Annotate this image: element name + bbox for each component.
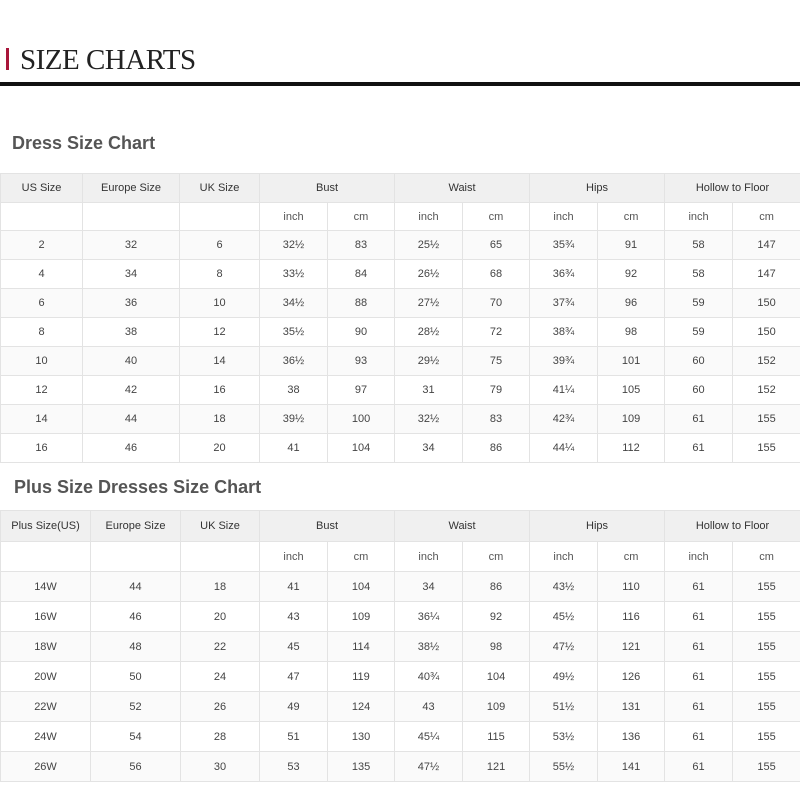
table-cell: 22W [1, 692, 91, 722]
table-cell: 150 [733, 289, 800, 318]
table-cell: 47 [260, 662, 328, 692]
table-cell: 48 [91, 632, 181, 662]
unit-cell: cm [733, 203, 800, 231]
table-cell: 38¾ [530, 318, 598, 347]
table-cell: 100 [328, 405, 395, 434]
accent-bar [6, 48, 9, 70]
table-cell: 2 [1, 231, 83, 260]
table-cell: 14W [1, 572, 91, 602]
unit-cell: inch [665, 542, 733, 572]
table-cell: 16 [180, 376, 260, 405]
table-cell: 155 [733, 602, 800, 632]
table-cell: 14 [180, 347, 260, 376]
table-cell: 29½ [395, 347, 463, 376]
table-cell: 16 [1, 434, 83, 463]
table-cell: 60 [665, 376, 733, 405]
table-cell: 135 [328, 752, 395, 782]
table-cell: 38½ [395, 632, 463, 662]
table-cell: 25½ [395, 231, 463, 260]
table-cell: 121 [598, 632, 665, 662]
table-cell: 152 [733, 376, 800, 405]
table-cell: 61 [665, 722, 733, 752]
table-cell: 104 [328, 434, 395, 463]
table-cell: 36½ [260, 347, 328, 376]
table-cell: 10 [1, 347, 83, 376]
table-cell: 32 [83, 231, 180, 260]
table-cell: 116 [598, 602, 665, 632]
unit-row [1, 203, 800, 231]
table-row [1, 602, 800, 632]
table-cell: 61 [665, 662, 733, 692]
table-row [1, 722, 800, 752]
table-cell: 155 [733, 434, 800, 463]
table-row [1, 662, 800, 692]
table-row [1, 692, 800, 722]
table-cell: 41 [260, 434, 328, 463]
table-cell: 130 [328, 722, 395, 752]
table-cell: 109 [463, 692, 530, 722]
table-cell: 6 [1, 289, 83, 318]
table-cell: 41¼ [530, 376, 598, 405]
unit-cell: cm [733, 542, 800, 572]
table-cell: 26 [181, 692, 260, 722]
table-cell: 39½ [260, 405, 328, 434]
unit-cell: inch [395, 542, 463, 572]
table-cell: 38 [83, 318, 180, 347]
table-cell: 38 [260, 376, 328, 405]
table-cell: 22 [181, 632, 260, 662]
table-cell: 104 [463, 662, 530, 692]
table-cell: 141 [598, 752, 665, 782]
table-cell: 61 [665, 405, 733, 434]
table-cell: 43 [395, 692, 463, 722]
table-cell: 91 [598, 231, 665, 260]
empty-cell [181, 542, 260, 572]
table-cell: 104 [328, 572, 395, 602]
table-cell: 75 [463, 347, 530, 376]
table-row [1, 347, 800, 376]
table-cell: 110 [598, 572, 665, 602]
table-cell: 35½ [260, 318, 328, 347]
table-cell: 49½ [530, 662, 598, 692]
unit-cell: inch [260, 203, 328, 231]
column-header: Waist [395, 511, 530, 542]
column-header: UK Size [181, 511, 260, 542]
table-cell: 112 [598, 434, 665, 463]
table-cell: 105 [598, 376, 665, 405]
table-cell: 34 [395, 572, 463, 602]
table-cell: 36¾ [530, 260, 598, 289]
unit-cell: cm [598, 203, 665, 231]
table-cell: 4 [1, 260, 83, 289]
column-header: Waist [395, 174, 530, 203]
table-cell: 32½ [395, 405, 463, 434]
table-cell: 44 [83, 405, 180, 434]
table-cell: 136 [598, 722, 665, 752]
table-cell: 41 [260, 572, 328, 602]
table-cell: 155 [733, 572, 800, 602]
table-row [1, 632, 800, 662]
empty-cell [180, 203, 260, 231]
table-cell: 68 [463, 260, 530, 289]
column-header: Plus Size(US) [1, 511, 91, 542]
table-cell: 45½ [530, 602, 598, 632]
empty-cell [83, 203, 180, 231]
table-cell: 147 [733, 231, 800, 260]
table-row [1, 231, 800, 260]
table-cell: 50 [91, 662, 181, 692]
table-cell: 61 [665, 752, 733, 782]
unit-cell: cm [463, 203, 530, 231]
table-cell: 61 [665, 572, 733, 602]
table-cell: 56 [91, 752, 181, 782]
table-cell: 58 [665, 260, 733, 289]
table-cell: 26½ [395, 260, 463, 289]
table-cell: 96 [598, 289, 665, 318]
table-cell: 34 [83, 260, 180, 289]
table-cell: 60 [665, 347, 733, 376]
empty-cell [1, 542, 91, 572]
table-cell: 53½ [530, 722, 598, 752]
table-cell: 90 [328, 318, 395, 347]
table-cell: 65 [463, 231, 530, 260]
table-cell: 97 [328, 376, 395, 405]
empty-cell [91, 542, 181, 572]
column-header: UK Size [180, 174, 260, 203]
unit-cell: cm [598, 542, 665, 572]
table-cell: 45 [260, 632, 328, 662]
header-divider [0, 82, 800, 86]
table-cell: 72 [463, 318, 530, 347]
table-cell: 20 [181, 602, 260, 632]
table-cell: 10 [180, 289, 260, 318]
table-cell: 83 [463, 405, 530, 434]
plus-size-table [0, 510, 800, 782]
table-cell: 61 [665, 692, 733, 722]
table-cell: 155 [733, 752, 800, 782]
table-cell: 34 [395, 434, 463, 463]
table-cell: 109 [598, 405, 665, 434]
dress-size-table [0, 173, 800, 463]
table-cell: 39¾ [530, 347, 598, 376]
table-cell: 8 [1, 318, 83, 347]
table-cell: 26W [1, 752, 91, 782]
table-cell: 114 [328, 632, 395, 662]
table-cell: 47½ [395, 752, 463, 782]
table-cell: 34½ [260, 289, 328, 318]
column-header: Hips [530, 511, 665, 542]
header-row [1, 174, 800, 203]
table-cell: 18 [181, 572, 260, 602]
unit-cell: cm [463, 542, 530, 572]
table-cell: 31 [395, 376, 463, 405]
table-cell: 45¼ [395, 722, 463, 752]
table-cell: 36¼ [395, 602, 463, 632]
table-cell: 46 [83, 434, 180, 463]
table-cell: 155 [733, 632, 800, 662]
table-cell: 52 [91, 692, 181, 722]
table-cell: 98 [463, 632, 530, 662]
column-header: Europe Size [91, 511, 181, 542]
page-title: SIZE CHARTS [20, 44, 196, 76]
table-cell: 61 [665, 434, 733, 463]
table-cell: 12 [1, 376, 83, 405]
table-cell: 40 [83, 347, 180, 376]
table-cell: 27½ [395, 289, 463, 318]
table-cell: 14 [1, 405, 83, 434]
table-cell: 109 [328, 602, 395, 632]
table-cell: 6 [180, 231, 260, 260]
table-cell: 121 [463, 752, 530, 782]
table-cell: 49 [260, 692, 328, 722]
table-cell: 126 [598, 662, 665, 692]
table-cell: 51 [260, 722, 328, 752]
table-cell: 84 [328, 260, 395, 289]
table-cell: 101 [598, 347, 665, 376]
column-header: US Size [1, 174, 83, 203]
table-row [1, 572, 800, 602]
table-cell: 155 [733, 662, 800, 692]
table-cell: 61 [665, 632, 733, 662]
unit-cell: inch [665, 203, 733, 231]
table-cell: 42 [83, 376, 180, 405]
table-row [1, 318, 800, 347]
table-cell: 46 [91, 602, 181, 632]
column-header: Hollow to Floor [665, 174, 800, 203]
table-cell: 83 [328, 231, 395, 260]
table-cell: 54 [91, 722, 181, 752]
table-cell: 44¼ [530, 434, 598, 463]
column-header: Hips [530, 174, 665, 203]
table-cell: 92 [463, 602, 530, 632]
table-cell: 86 [463, 434, 530, 463]
plus-chart-title: Plus Size Dresses Size Chart [14, 477, 262, 497]
table-cell: 43 [260, 602, 328, 632]
table-cell: 155 [733, 722, 800, 752]
table-row [1, 405, 800, 434]
table-cell: 16W [1, 602, 91, 632]
column-header: Hollow to Floor [665, 511, 800, 542]
table-cell: 28½ [395, 318, 463, 347]
table-cell: 59 [665, 289, 733, 318]
table-cell: 35¾ [530, 231, 598, 260]
empty-cell [1, 203, 83, 231]
unit-cell: cm [328, 542, 395, 572]
table-cell: 115 [463, 722, 530, 752]
table-cell: 155 [733, 405, 800, 434]
table-row [1, 260, 800, 289]
table-cell: 70 [463, 289, 530, 318]
table-row [1, 752, 800, 782]
table-cell: 119 [328, 662, 395, 692]
table-cell: 33½ [260, 260, 328, 289]
header-row [1, 511, 800, 542]
table-cell: 44 [91, 572, 181, 602]
unit-cell: inch [395, 203, 463, 231]
table-cell: 47½ [530, 632, 598, 662]
table-cell: 88 [328, 289, 395, 318]
table-cell: 24 [181, 662, 260, 692]
table-cell: 147 [733, 260, 800, 289]
table-cell: 20W [1, 662, 91, 692]
table-cell: 37¾ [530, 289, 598, 318]
table-cell: 40¾ [395, 662, 463, 692]
table-cell: 86 [463, 572, 530, 602]
table-cell: 155 [733, 692, 800, 722]
table-cell: 24W [1, 722, 91, 752]
table-cell: 32½ [260, 231, 328, 260]
column-header: Bust [260, 174, 395, 203]
unit-cell: inch [530, 542, 598, 572]
table-cell: 150 [733, 318, 800, 347]
table-cell: 18W [1, 632, 91, 662]
unit-cell: cm [328, 203, 395, 231]
table-cell: 61 [665, 602, 733, 632]
table-cell: 92 [598, 260, 665, 289]
table-cell: 58 [665, 231, 733, 260]
page-header [0, 0, 800, 88]
table-cell: 53 [260, 752, 328, 782]
table-cell: 152 [733, 347, 800, 376]
column-header: Bust [260, 511, 395, 542]
table-cell: 98 [598, 318, 665, 347]
column-header: Europe Size [83, 174, 180, 203]
table-cell: 43½ [530, 572, 598, 602]
unit-cell: inch [260, 542, 328, 572]
table-cell: 18 [180, 405, 260, 434]
table-cell: 124 [328, 692, 395, 722]
unit-row [1, 542, 800, 572]
table-cell: 79 [463, 376, 530, 405]
table-cell: 8 [180, 260, 260, 289]
table-row [1, 289, 800, 318]
table-cell: 51½ [530, 692, 598, 722]
table-cell: 28 [181, 722, 260, 752]
dress-chart-title: Dress Size Chart [12, 133, 156, 153]
table-cell: 55½ [530, 752, 598, 782]
table-cell: 59 [665, 318, 733, 347]
table-cell: 42¾ [530, 405, 598, 434]
table-cell: 20 [180, 434, 260, 463]
table-cell: 30 [181, 752, 260, 782]
unit-cell: inch [530, 203, 598, 231]
table-row [1, 434, 800, 463]
table-cell: 12 [180, 318, 260, 347]
table-cell: 36 [83, 289, 180, 318]
table-cell: 131 [598, 692, 665, 722]
table-row [1, 376, 800, 405]
table-cell: 93 [328, 347, 395, 376]
